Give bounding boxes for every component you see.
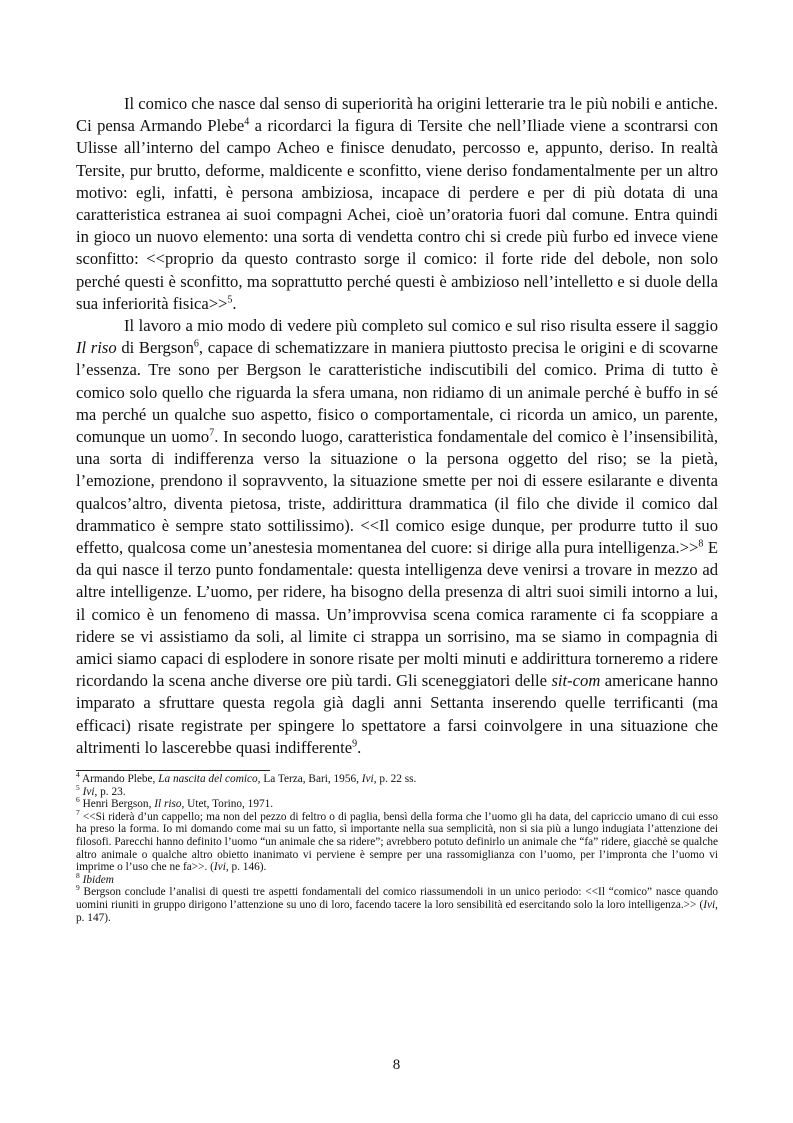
italic-text: Il riso (154, 798, 182, 811)
text-run: , p. 23. (94, 785, 126, 798)
italic-text: La nascita del comico (158, 773, 258, 786)
page-content (76, 93, 718, 924)
text-run: . In secondo luogo, caratteristica fondamentale del comico è l’insensibilità, una sorta di indifferenza verso la situazione o la persona oggetto del riso; se la pietà, l’emozione, prendono il sopravvento, la situazione smette per noi di essere esilarante e diventa qualcos’altro, diventa pietosa, triste, addirittura drammatica (il filo che divide il comico dal drammatico è sempre stato sottilissimo). <<Il comico esige dunque, per produrre tutto il suo effetto, qualcosa come un’anestesia momentanea del cuore: si dirige alla pura intelligenza.>> (76, 427, 718, 558)
italic-text: Ivi (361, 773, 374, 786)
footnote-reference: 7 (209, 427, 215, 439)
footnote-reference: 5 (76, 782, 80, 792)
footnote-reference: 9 (352, 738, 358, 750)
footnote-separator (76, 770, 270, 771)
text-run: . (232, 293, 237, 313)
text-run: . (357, 737, 362, 757)
italic-text: Ivi (703, 899, 716, 912)
text-run: , La Terza, Bari, 1956, (257, 773, 362, 786)
footnote (76, 770, 718, 786)
text-run: a ricordarci la figura di Tersite che nell’Iliade viene a scontrarsi con Ulisse all’interno del campo Acheo e finisce denudato, percosso e, appunto, deriso. In realtà Tersite, pur brutto, deforme, maldicente e sconfitto, viene deriso fondamentalmente per un altro motivo: egli, infatti, è persona ambiziosa, incapace di perdere e per di più dotata di una caratteristica estranea ai suoi compagni Achei, cioè un’oratoria fuori dal comune. Entra quindi in gioco un nuovo elemento: una sorta di vendetta contro chi si crede più furbo ed invece viene sconfitto: <<proprio da questo contrasto sorge il comico: il forte ride del debole, non solo perché questi è sconfitto, ma soprattutto perché questi è ambizioso nell’intelletto e si duole della sua inferiorità fisica>> (76, 116, 718, 313)
footnote-reference: 9 (76, 883, 80, 893)
footnote-reference: 8 (76, 871, 80, 881)
footnote (76, 871, 718, 887)
footnote (76, 795, 718, 811)
text-run: E da qui nasce il terzo punto fondamentale: questa intelligenza deve venirsi a trovare in mezzo ad altre intelligenze. L’uomo, per ridere, ha bisogno della presenza di altri suoi simili intorno a lui, il comico è un fenomeno di massa. Un’improvvisa scena comica raramente ci fa scoppiare a ridere se vi assistiamo da soli, al limite ci strappa un sorrisino, ma se siamo in compagnia di amici siamo capaci di esplodere in sonore risate per molti minuti e addirittura torneremo a ridere ricordando la scena anche diverse ore più tardi. Gli sceneggiatori delle (76, 538, 718, 691)
italic-text: Il riso (76, 338, 117, 358)
italic-text: Ibidem (82, 873, 114, 886)
page-number: 8 (392, 1057, 401, 1073)
text-run: di Bergson (116, 338, 194, 358)
text-run: , capace di schematizzare in maniera piuttosto precisa le origini e di scovarne l’essenza. Tre sono per Bergson le caratteristiche indiscutibili del comico. Prima di tutto è comico solo quello che riguarda la sfera umana, non ridiamo di un animale perché è buffo in sé ma perché un qualche suo aspetto, fisico o comportamentale, ci ricorda un amico, un parente, comunque un uomo (76, 338, 718, 447)
footnote (76, 782, 718, 799)
footnote-reference: 6 (193, 338, 199, 350)
footnotes (76, 770, 718, 924)
footnote (76, 808, 718, 874)
footnote-reference: 5 (227, 294, 233, 306)
text-run: Armando Plebe, (79, 773, 159, 786)
text-run: , p. 147). (76, 899, 718, 924)
footnote-reference: 7 (76, 808, 80, 818)
italic-text: Ivi (82, 785, 95, 798)
footnote-reference: 8 (698, 538, 704, 550)
text-run: <<Si riderà d’un cappello; ma non del pezzo di feltro o di paglia, bensì della forma che l’uomo gli ha data, del capriccio umano di cui esso ha preso la forma. Io mi domando come mai su un fatto, sì importante nella sua semplicità, non si sia più a lungo indugiata l’attenzione dei filosofi. Parecchi hanno definito l’uomo “un animale che sa ridere”; avrebbero potuto definirlo un animale che “fa” ridere, giacchè se qualche altro animale o qualche altro obietto inanimato vi perviene è sempre per una rassomiglianza con l’uomo, per l’impronta che l’uomo vi imprime o l’uso che ne fa>>. ( (76, 810, 718, 874)
text-run: , p. 146). (225, 861, 267, 874)
paragraph-1 (76, 93, 718, 315)
text-run: Henri Bergson, (79, 798, 155, 811)
text-run: , p. 22 ss. (373, 773, 417, 786)
text-run: Il lavoro a mio modo di vedere più completo sul comico e sul riso risulta essere il saggio (124, 316, 718, 336)
paragraph-2 (76, 315, 718, 759)
footnote-reference: 4 (76, 770, 80, 780)
text-run: Il comico che nasce dal senso di superiorità ha origini letterarie tra le più nobili e antiche. Ci pensa Armando Plebe (76, 94, 718, 136)
footnote-reference: 6 (76, 795, 80, 805)
italic-text: Ivi (213, 861, 226, 874)
footnote-reference: 4 (244, 116, 250, 128)
text-run: Bergson conclude l’analisi di questi tre aspetti fondamentali del comico riassumendoli in un unico periodo: <<Il “comico” nasce quando uomini riuniti in gruppo dirigono l’attenzione su uno di loro, facendo tacere la loro sensibilità ed esercitando solo la loro intelligenza.>> ( (76, 886, 718, 912)
footnote (76, 883, 718, 924)
text-run: americane hanno imparato a sfruttare questa regola già dagli anni Settanta inserendo quelle terrificanti (ma efficaci) risate registrate per spingere lo spettatore a farsi coinvolgere in una situazione che altrimenti lo lascerebbe quasi indifferente (76, 671, 718, 757)
text-run: , Utet, Torino, 1971. (181, 798, 274, 811)
italic-text: sit-com (551, 671, 601, 691)
